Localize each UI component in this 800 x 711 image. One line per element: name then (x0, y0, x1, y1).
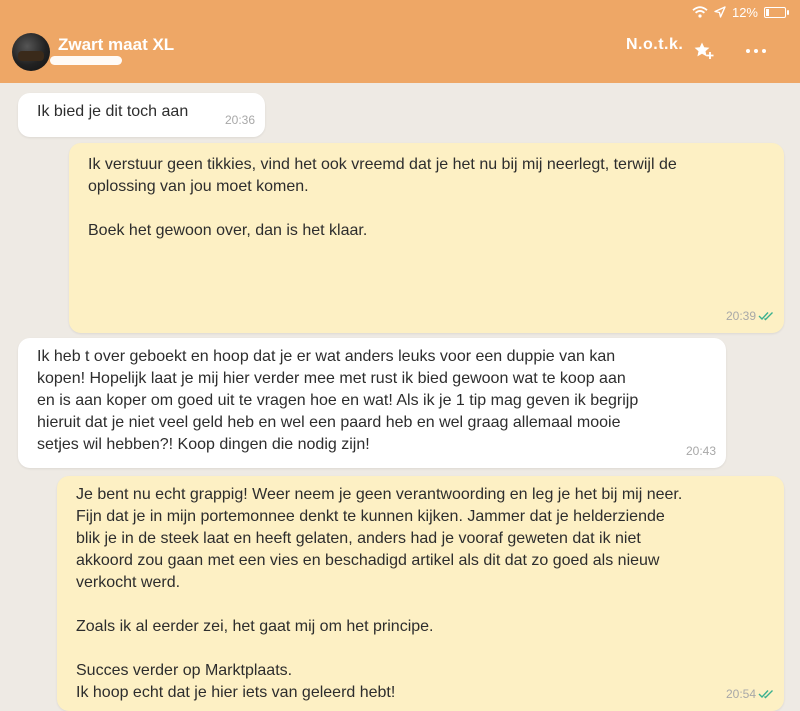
avatar[interactable] (12, 33, 50, 71)
message-list (0, 83, 800, 701)
contact-name[interactable]: Zwart maat XL (58, 35, 175, 54)
message-text: Ik verstuur geen tikkies, vind het ook vreemd dat je het nu bij mij neerlegt, terwijl de oplossing van jou moet komen. Boek het gewoon over, dan is het klaar. (88, 156, 677, 239)
double-check-icon (758, 689, 774, 699)
ad-title[interactable]: N.o.t.k. (626, 36, 684, 53)
message-bubble-outgoing (69, 143, 784, 333)
redacted-scribble (50, 56, 122, 65)
message-time: 20:39 (726, 305, 774, 327)
message-text: Ik heb t over geboekt en hoop dat je er wat anders leuks voor een duppie van kan kopen! Hopelijk laat je mij hier verder mee met rust ik bied gewoon wat te koop aan en is aan koper om goed uit te vragen hoe en wat! Als ik je 1 tip mag geven ik begrijp hieruit dat je niet veel geld heb en wel een paard heb en wel graag allemaal mooie setjes wil hebben?! Koop dingen die nodig zijn! (37, 348, 639, 453)
status-bar (692, 4, 786, 20)
message-bubble-outgoing (57, 476, 784, 711)
battery-percentage: 12% (731, 4, 758, 20)
message-bubble-incoming (18, 93, 265, 137)
message-time: 20:54 (726, 683, 774, 705)
wifi-icon (692, 6, 708, 18)
message-bubble-incoming (18, 338, 726, 468)
double-check-icon (758, 311, 774, 321)
location-arrow-icon (714, 6, 726, 18)
message-time: 20:36 (224, 113, 255, 127)
message-text: Je bent nu echt grappig! Weer neem je geen verantwoording en leg je het bij mij neer. Fijn dat je in mijn portemonnee denkt te kunnen kijken. Jammer dat je helderziende blik je in de steek laat en heeft gelaten, anders had je vooraf geweten dat ik niet akkoord zou gaan met een vies en beschadigd artikel als dit dat zo goed als nieuw verkocht werd. Zoals ik al eerder zei, het gaat mij om het principe. Succes verder op Marktplaats. Ik hoop echt dat je hier iets van geleerd hebt! (76, 486, 683, 701)
star-add-icon[interactable] (693, 41, 715, 61)
message-time: 20:43 (685, 444, 716, 458)
chat-header (0, 0, 800, 83)
message-text: Ik bied je dit toch aan (37, 103, 189, 120)
battery-icon (764, 7, 786, 18)
more-options-icon[interactable] (746, 49, 766, 53)
